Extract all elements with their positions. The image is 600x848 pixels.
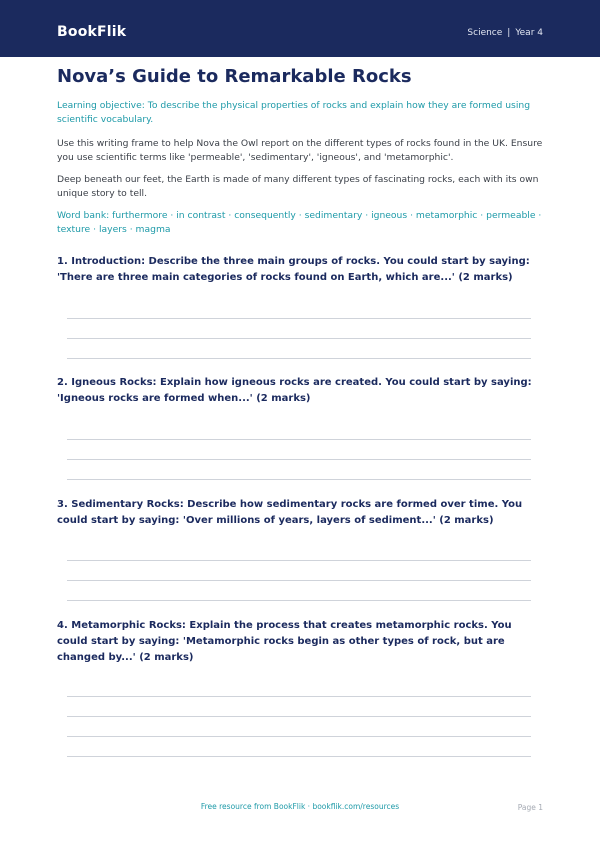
answer-line[interactable] (67, 459, 531, 460)
answer-line[interactable] (67, 358, 531, 359)
brand-logo: BookFlik (57, 24, 127, 40)
answer-line[interactable] (67, 338, 531, 339)
answer-line[interactable] (67, 736, 531, 737)
question-3: 3. Sedimentary Rocks: Describe how sedimentary rocks are formed over time. You could start by saying: 'Over millions of years, layers of sediment...' (2 marks) (57, 499, 523, 526)
subject-year-label (467, 28, 543, 38)
answer-line[interactable] (67, 479, 531, 480)
question-2: 2. Igneous Rocks: Explain how igneous rocks are created. You could start by saying: 'Igneous rocks are formed when...' (2 marks) (57, 377, 532, 404)
intro-paragraph-1: Use this writing frame to help Nova the Owl report on the different types of rocks found in the UK. Ensure you use scientific terms like 'permeable', 'sedimentary', 'igneous', and 'metamorphic'. (57, 138, 543, 163)
page-title: Nova’s Guide to Remarkable Rocks (57, 66, 412, 87)
intro-paragraph-2: Deep beneath our feet, the Earth is made of many different types of fascinating rocks, each with its own unique story to tell. (57, 174, 539, 199)
learning-objective: Learning objective: To describe the physical properties of rocks and explain how they are formed using scientific vocabulary. (57, 100, 531, 125)
answer-line[interactable] (67, 600, 531, 601)
answer-line[interactable] (67, 756, 531, 757)
footer-resource-link[interactable]: Free resource from BookFlik · bookflik.com/resources (200, 802, 400, 811)
question-1: 1. Introduction: Describe the three main groups of rocks. You could start by saying: 'There are three main categories of rocks found on Earth, which are...' (2 marks) (57, 256, 530, 283)
answer-line[interactable] (67, 560, 531, 561)
separator: | (507, 28, 511, 38)
subject-label: Science (467, 28, 503, 38)
answer-line[interactable] (67, 696, 531, 697)
page-header (0, 0, 600, 57)
answer-line[interactable] (67, 716, 531, 717)
answer-line[interactable] (67, 580, 531, 581)
question-4: 4. Metamorphic Rocks: Explain the process that creates metamorphic rocks. You could start by saying: 'Metamorphic rocks begin as other types of rock, but are changed by...' (2 marks) (57, 620, 512, 663)
word-bank: Word bank: furthermore · in contrast · consequently · sedimentary · igneous · metamorphic · permeable · texture · layers · magma (57, 210, 542, 235)
year-label: Year 4 (515, 28, 543, 38)
page-number: Page 1 (517, 803, 543, 812)
answer-line[interactable] (67, 439, 531, 440)
answer-line[interactable] (67, 318, 531, 319)
